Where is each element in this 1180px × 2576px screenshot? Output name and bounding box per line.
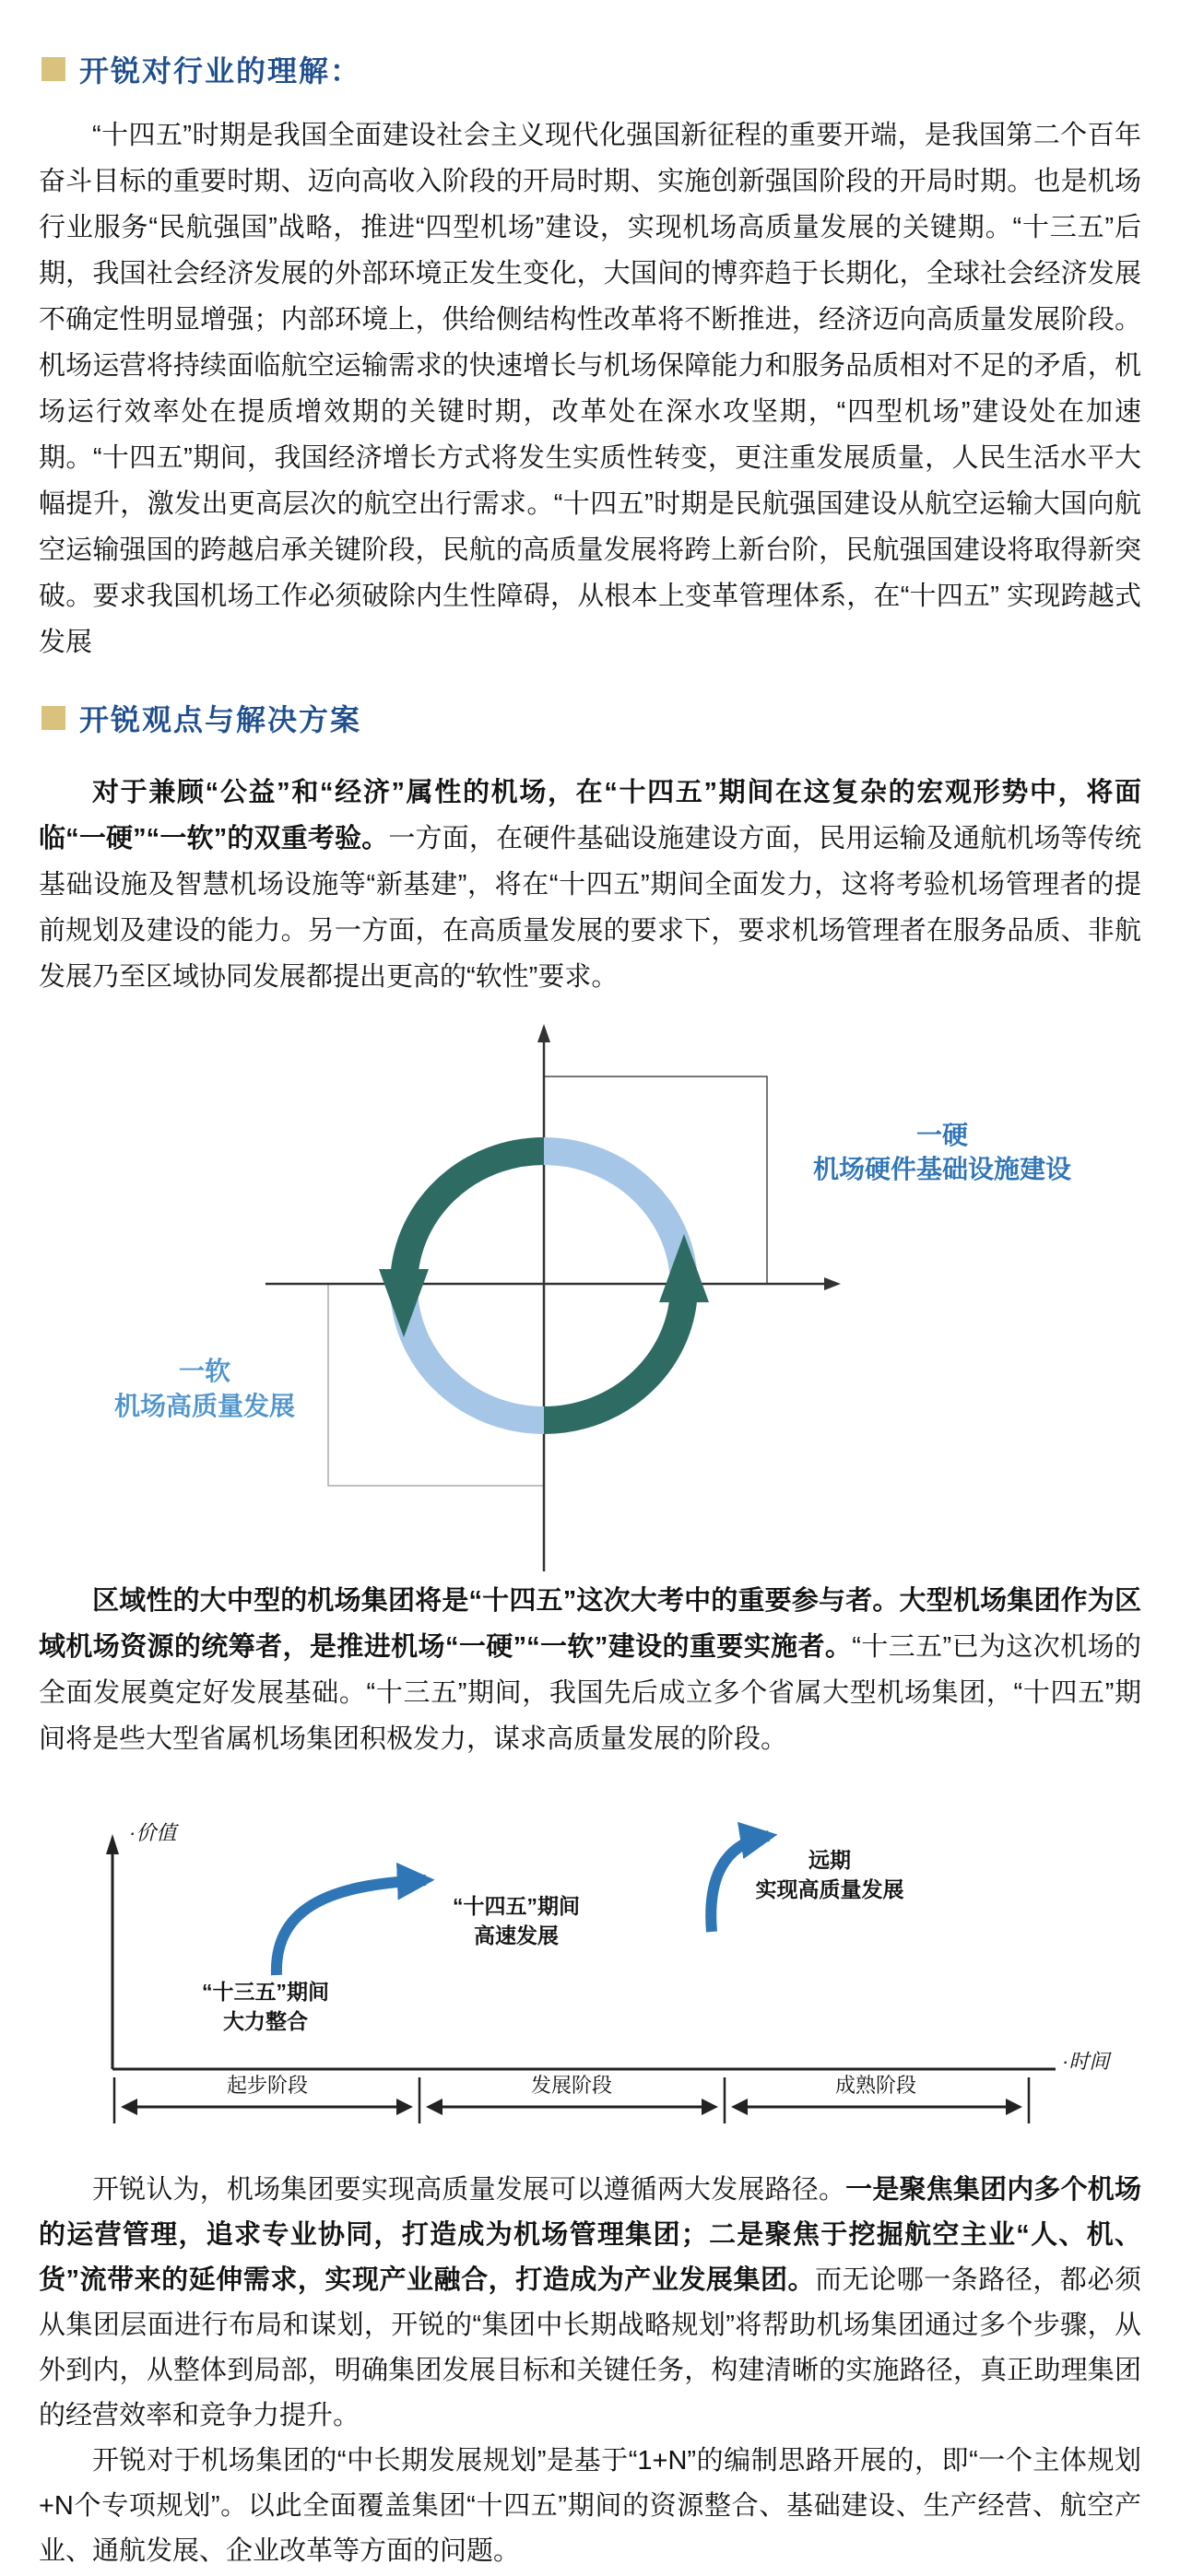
- soft-label-line2: 机场高质量发展: [113, 1392, 296, 1420]
- milestone2-line1: “十四五”期间: [453, 1894, 580, 1918]
- milestone1-line1: “十三五”期间: [202, 1980, 329, 2004]
- gold-square-bullet-icon: [41, 57, 65, 81]
- paragraph-5: 开锐对于机场集团的“中长期发展规划”是基于“1+N”的编制思路开展的，即“一个主体规划+N个专项规划”。以此全面覆盖集团“十四五”期间的资源整合、基础建设、生产经营、航空产业、通航发展、企业改革等方面的问题。: [39, 2446, 1141, 2566]
- hard-label-line2: 机场硬件基础设施建设: [812, 1155, 1072, 1183]
- stage2-label: 发展阶段: [530, 2074, 613, 2097]
- growth-path-diagram: [0, 1814, 1180, 2146]
- cycle-arc-light-bottom-left: [404, 1286, 544, 1420]
- upper-right-quadrant-box: [544, 1076, 767, 1284]
- milestone2-line2: 高速发展: [474, 1923, 559, 1947]
- horizontal-axis-arrow-icon: [824, 1277, 841, 1290]
- viewpoint-paragraph-block: [39, 770, 1141, 1000]
- solution-paragraphs-block: [39, 2168, 1141, 2574]
- section2-heading: [41, 697, 361, 739]
- soft-label-line1: 一软: [178, 1357, 231, 1385]
- value-axis-arrow-icon: [106, 1834, 119, 1854]
- milestone3-line1: 远期: [808, 1848, 851, 1872]
- hard-label-line1: 一硬: [915, 1121, 969, 1149]
- gold-square-bullet-icon: [41, 706, 65, 730]
- paragraph-3: 区域性的大中型的机场集团将是“十四五”这次大考中的重要参与者。大型机场集团作为区域机场资源的统筹者，是推进机场“一硬”“一软”建设的重要实施者。“十三五”已为这次机场的全面发展奠定好发展基础。“十三五”期间，我国先后成立多个省属大型机场集团，“十四五”期间将是些大型省属机场集团积极发力，谋求高质量发展的阶段。: [39, 1586, 1141, 1754]
- industry-understanding-paragraph: [39, 112, 1141, 665]
- cycle-arc-teal-top-left: [404, 1151, 544, 1286]
- paragraph-2: 对于兼顾“公益”和“经济”属性的机场，在“十四五”期间在这复杂的宏观形势中，将面临“一硬”“一软”的双重考验。一方面，在硬件基础设施建设方面，民用运输及通航机场等传统基础设施及智慧机场设施等“新基建”，将在“十四五”期间全面发力，这将考验机场管理者的提前规划及建设的能力。另一方面，在高质量发展的要求下，要求机场管理者在服务品质、非航发展乃至区域协同发展都提出更高的“软性”要求。: [39, 778, 1141, 992]
- paragraph-1: “十四五”时期是我国全面建设社会主义现代化强国新征程的重要开端，是我国第二个百年奋斗目标的重要时期、迈向高收入阶段的开局时期、实施创新强国阶段的开局时期。也是机场行业服务“民航强国”战略，推进“四型机场”建设，实现机场高质量发展的关键期。“十三五”后期，我国社会经济发展的外部环境正发生变化，大国间的博弈趋于长期化，全球社会经济发展不确定性明显增强；内部环境上，供给侧结构性改革将不断推进，经济迈向高质量发展阶段。机场运营将持续面临航空运输需求的快速增长与机场保障能力和服务品质相对不足的矛盾，机场运行效率处在提质增效期的关键时期，改革处在深水攻坚期，“四型机场”建设处在加速期。“十四五”期间，我国经济增长方式将发生实质性转变，更注重发展质量，人民生活水平大幅提升，激发出更高层次的航空出行需求。“十四五”时期是民航强国建设从航空运输大国向航空运输强国的跨越启承关键阶段，民航的高质量发展将跨上新台阶，民航强国建设将取得新突破。要求我国机场工作必须破除内生性障碍，从根本上变革管理体系，在“十四五” 实现跨越式发展: [39, 121, 1141, 657]
- section2-title: 开锐观点与解决方案: [79, 703, 362, 736]
- growth-swoosh-arrow-1: [277, 1880, 426, 1975]
- paragraph-4: 开锐认为，机场集团要实现高质量发展可以遵循两大发展路径。一是聚焦集团内多个机场的运营管理，追求专业协同，打造成为机场管理集团；二是聚焦于挖掘航空主业“人、机、货”流带来的延伸需求，实现产业融合，打造成为产业发展集团。而无论哪一条路径，都必须从集团层面进行布局和谋划，开锐的“集团中长期战略规划”将帮助机场集团通过多个步骤，从外到内，从整体到局部，明确集团发展目标和关键任务，构建清晰的实施路径，真正助理集团的经营效率和竞争力提升。: [39, 2175, 1141, 2430]
- milestone3-line2: 实现高质量发展: [755, 1877, 904, 1901]
- section1-heading: [41, 48, 361, 90]
- time-axis-label: ·时间: [1062, 2050, 1110, 2073]
- section1-title: 开锐对行业的理解：: [79, 54, 362, 88]
- stage3-label: 成熟阶段: [834, 2074, 917, 2097]
- cycle-arc-teal-bottom-right: [544, 1286, 684, 1420]
- airport-group-paragraph-block: [39, 1578, 1141, 1762]
- milestone1-line2: 大力整合: [223, 2009, 308, 2033]
- value-axis-label: ·价值: [129, 1821, 177, 1844]
- hard-soft-cycle-diagram: [0, 1009, 1180, 1579]
- cycle-arc-light-top-right: [544, 1151, 684, 1286]
- stage1-label: 起步阶段: [226, 2074, 309, 2097]
- vertical-axis-arrow-icon: [537, 1024, 550, 1042]
